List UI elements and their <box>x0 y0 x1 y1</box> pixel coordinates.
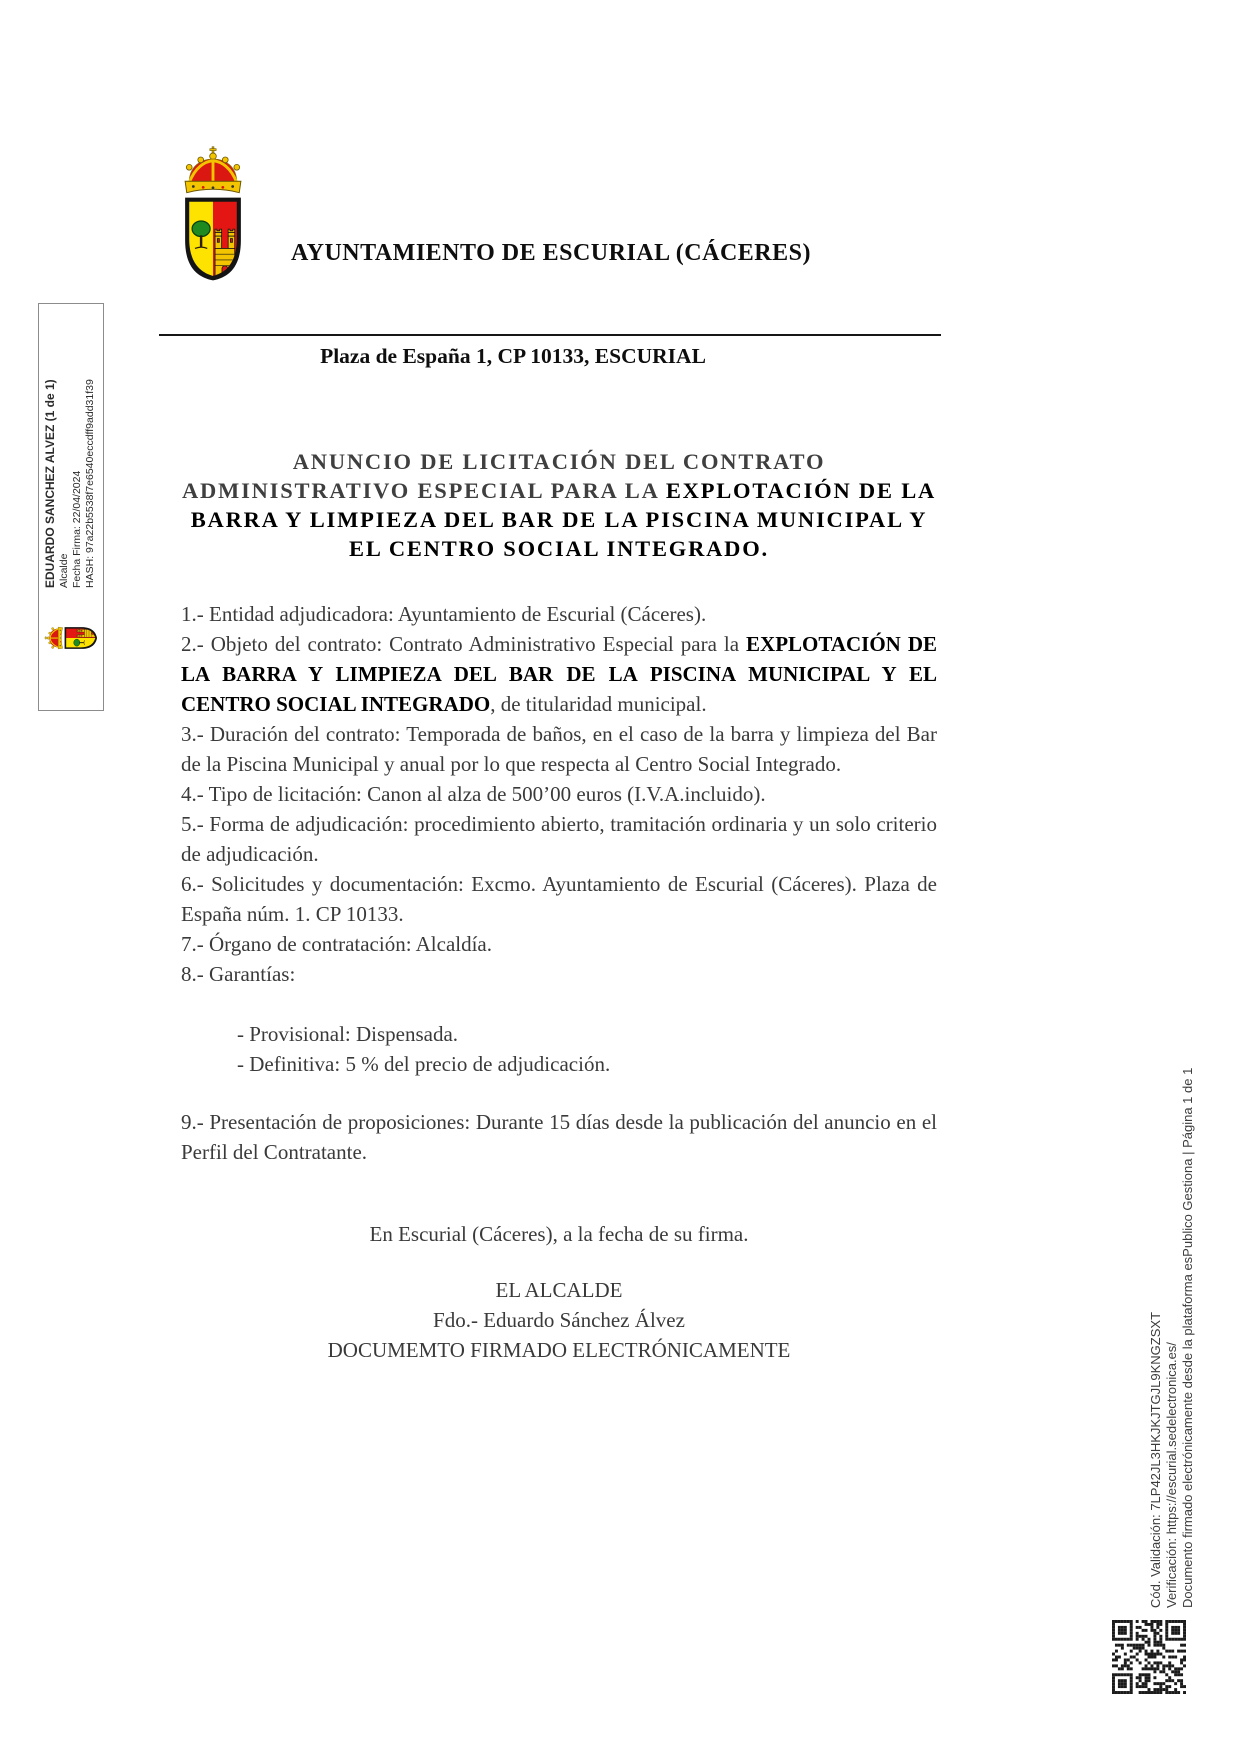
header-divider <box>159 334 941 336</box>
guarantee-definitiva: - Definitiva: 5 % del precio de adjudicación. <box>237 1052 611 1076</box>
signature-block <box>181 1275 937 1365</box>
guarantee-provisional: - Provisional: Dispensada. <box>237 1022 459 1046</box>
document-body <box>181 447 937 1365</box>
list-item-7: 7.- Órgano de contratación: Alcaldía. <box>181 932 493 956</box>
validation-code: Cód. Validación: 7LP42JL3HKJKJTGJL9KNGZSXT <box>1148 1311 1163 1608</box>
list-item-4: 4.- Tipo de licitación: Canon al alza de 500’00 euros (I.V.A.incluido). <box>181 782 766 806</box>
verification-url: Verificación: https://escurial.sedelectronica.es/ <box>1164 1342 1179 1608</box>
left-signature-stamp <box>38 303 104 711</box>
heading-subject: EXPLOTACIÓN DE LA BARRA Y LIMPIEZA DEL BAR DE LA PISCINA MUNICIPAL Y EL CENTRO SOCIAL INTEGRADO. <box>190 478 937 561</box>
header-address: Plaza de España 1, CP 10133, ESCURIAL <box>320 344 706 368</box>
list-item-3: 3.- Duración del contrato: Temporada de baños, en el caso de la barra y limpieza del Bar de la Piscina Municipal y anual por lo que respecta al Centro Social Integrado. <box>181 722 937 776</box>
list-item-2-bold: EXPLOTACIÓN DE LA BARRA Y LIMPIEZA DEL BAR DE LA PISCINA MUNICIPAL Y EL CENTRO SOCIAL INTEGRADO <box>181 632 938 716</box>
signature-note: DOCUMEMTO FIRMADO ELECTRÓNICAMENTE <box>327 1338 791 1362</box>
list-item-2: 2.- Objeto del contrato: Contrato Administrativo Especial para la EXPLOTACIÓN DE LA BARRA Y LIMPIEZA DEL BAR DE LA PISCINA MUNICIPAL Y EL CENTRO SOCIAL INTEGRADO, de titularidad municipal. <box>181 632 938 716</box>
heading-lead: ANUNCIO DE LICITACIÓN DEL CONTRATO ADMINISTRATIVO ESPECIAL PARA LA <box>181 449 826 503</box>
signer-name: EDUARDO SANCHEZ ALVEZ (1 de 1) <box>43 379 57 588</box>
qr-code <box>1112 1620 1186 1694</box>
page-title: AYUNTAMIENTO DE ESCURIAL (CÁCERES) <box>291 240 811 266</box>
signer-title: EL ALCALDE <box>495 1278 623 1302</box>
list-item-8: 8.- Garantías: <box>181 962 296 986</box>
list-item-1: 1.- Entidad adjudicadora: Ayuntamiento de Escurial (Cáceres). <box>181 602 707 626</box>
list-item-5: 5.- Forma de adjudicación: procedimiento abierto, tramitación ordinaria y un solo criterio de adjudicación. <box>181 812 937 866</box>
left-stamp-text <box>43 330 99 588</box>
signer-role: Alcalde <box>58 553 70 588</box>
list-item-6: 6.- Solicitudes y documentación: Excmo. Ayuntamiento de Escurial (Cáceres). Plaza de España núm. 1. CP 10133. <box>181 872 937 926</box>
announcement-heading <box>181 447 937 563</box>
closing-place-line: En Escurial (Cáceres), a la fecha de su firma. <box>369 1222 749 1246</box>
list-item-9: 9.- Presentación de proposiciones: Durante 15 días desde la publicación del anuncio en el Perfil del Contratante. <box>181 1110 937 1164</box>
signature-date: Fecha Firma: 22/04/2024 <box>71 470 83 588</box>
right-validation-stamp <box>1148 956 1198 1608</box>
signature-hash: HASH: 97a22b5538f7e6540eccdff9add31f39 <box>84 379 96 588</box>
signer-fdo: Fdo.- Eduardo Sánchez Álvez <box>433 1308 685 1332</box>
coat-of-arms-small-icon <box>45 618 97 658</box>
platform-note: Documento firmado electrónicamente desde la plataforma esPublico Gestiona | Página 1 de 1 <box>1180 1067 1195 1608</box>
guarantees-block <box>181 1019 937 1079</box>
